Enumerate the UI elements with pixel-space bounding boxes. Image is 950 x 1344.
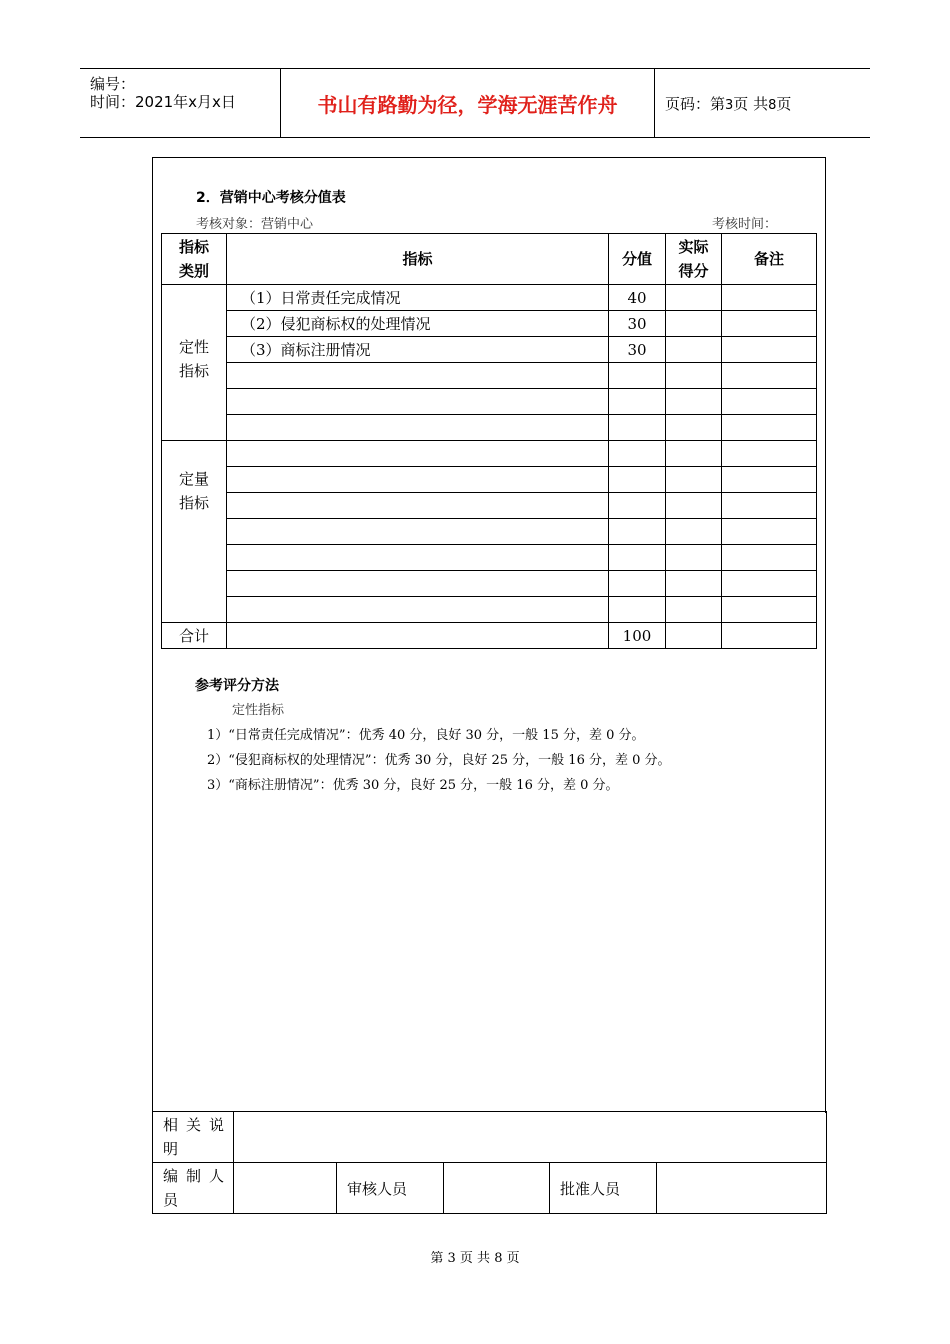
document-time-label: 时间：2021年x月x日 <box>90 93 236 111</box>
indicator-cell[interactable] <box>227 467 609 493</box>
score-cell[interactable] <box>609 389 666 415</box>
indicator-cell[interactable] <box>227 363 609 389</box>
related-label: 相关说明 <box>153 1112 234 1163</box>
score-cell[interactable] <box>609 597 666 623</box>
category-quantitative: 定量指标 <box>162 441 227 623</box>
method-line: 3）“商标注册情况”：优秀 30 分，良好 25 分，一般 16 分，差 0 分。 <box>207 778 619 793</box>
score-cell[interactable] <box>609 415 666 441</box>
signoff-row <box>153 1163 827 1214</box>
actual-cell[interactable] <box>666 571 722 597</box>
assessment-object: 考核对象：营销中心 <box>196 217 314 232</box>
remark-cell[interactable] <box>722 363 817 389</box>
indicator-cell[interactable] <box>227 519 609 545</box>
header-indicator: 指标 <box>227 234 609 285</box>
indicator-cell[interactable] <box>227 571 609 597</box>
approver-label: 批准人员 <box>550 1163 657 1214</box>
related-row <box>153 1112 827 1163</box>
remark-cell[interactable] <box>722 519 817 545</box>
reviewer-cell[interactable] <box>444 1163 550 1214</box>
table-header-row <box>162 234 817 285</box>
indicator-cell[interactable] <box>227 415 609 441</box>
remark-cell[interactable] <box>722 571 817 597</box>
remark-cell[interactable] <box>722 389 817 415</box>
score-cell[interactable] <box>609 493 666 519</box>
indicator-cell: （2）侵犯商标权的处理情况 <box>227 311 609 337</box>
remark-cell[interactable] <box>722 597 817 623</box>
total-remark-cell[interactable] <box>722 623 817 649</box>
score-cell[interactable] <box>609 363 666 389</box>
header-score: 分值 <box>609 234 666 285</box>
table-row <box>162 493 817 519</box>
actual-cell[interactable] <box>666 493 722 519</box>
actual-cell[interactable] <box>666 545 722 571</box>
table-row <box>162 545 817 571</box>
table-row <box>162 363 817 389</box>
table-row <box>162 389 817 415</box>
score-cell[interactable] <box>609 545 666 571</box>
remark-cell[interactable] <box>722 415 817 441</box>
method-line: 1）“日常责任完成情况”：优秀 40 分，良好 30 分，一般 15 分，差 0 分。 <box>207 728 645 743</box>
table-row <box>162 415 817 441</box>
remark-cell[interactable] <box>722 467 817 493</box>
actual-cell[interactable] <box>666 415 722 441</box>
actual-cell[interactable] <box>666 467 722 493</box>
remark-cell[interactable] <box>722 285 817 311</box>
score-cell[interactable] <box>609 519 666 545</box>
method-line: 2）“侵犯商标权的处理情况”：优秀 30 分，良好 25 分，一般 16 分，差 0 分。 <box>207 753 671 768</box>
approver-cell[interactable] <box>657 1163 827 1214</box>
actual-cell[interactable] <box>666 597 722 623</box>
score-cell: 30 <box>609 337 666 363</box>
header-motto <box>281 69 655 137</box>
total-indicator-cell <box>227 623 609 649</box>
table-row <box>162 597 817 623</box>
page-footer: 第 3 页 共 8 页 <box>430 1251 520 1266</box>
method-subtitle: 定性指标 <box>232 703 285 718</box>
remark-cell[interactable] <box>722 337 817 363</box>
remark-cell[interactable] <box>722 311 817 337</box>
indicator-cell[interactable] <box>227 545 609 571</box>
score-cell[interactable] <box>609 441 666 467</box>
table-row <box>162 337 817 363</box>
remark-cell[interactable] <box>722 493 817 519</box>
header-category: 指标类别 <box>162 234 227 285</box>
score-cell[interactable] <box>609 571 666 597</box>
reviewer-label: 审核人员 <box>337 1163 444 1214</box>
score-table <box>161 233 817 649</box>
page-info: 页码：第3页 共8页 <box>665 94 792 113</box>
actual-cell[interactable] <box>666 337 722 363</box>
score-cell: 40 <box>609 285 666 311</box>
section-title: 2．营销中心考核分值表 <box>196 190 346 206</box>
actual-cell[interactable] <box>666 441 722 467</box>
header-remark: 备注 <box>722 234 817 285</box>
indicator-cell[interactable] <box>227 389 609 415</box>
total-row <box>162 623 817 649</box>
actual-cell[interactable] <box>666 285 722 311</box>
remark-cell[interactable] <box>722 545 817 571</box>
page-header <box>80 68 870 138</box>
indicator-cell: （1）日常责任完成情况 <box>227 285 609 311</box>
document-number-label: 编号： <box>90 75 136 93</box>
actual-cell[interactable] <box>666 389 722 415</box>
score-cell: 30 <box>609 311 666 337</box>
score-cell[interactable] <box>609 467 666 493</box>
table-row <box>162 571 817 597</box>
indicator-cell[interactable] <box>227 493 609 519</box>
indicator-cell[interactable] <box>227 597 609 623</box>
signoff-table <box>152 1111 827 1214</box>
indicator-cell[interactable] <box>227 441 609 467</box>
header-actual: 实际得分 <box>666 234 722 285</box>
assessment-time: 考核时间： <box>712 217 778 232</box>
table-row <box>162 441 817 467</box>
total-score: 100 <box>609 623 666 649</box>
indicator-cell: （3）商标注册情况 <box>227 337 609 363</box>
category-qualitative: 定性指标 <box>162 285 227 441</box>
motto-text: 书山有路勤为径，学海无涯苦作舟 <box>317 92 618 117</box>
actual-cell[interactable] <box>666 519 722 545</box>
header-meta <box>80 69 281 137</box>
header-page-info <box>655 69 870 137</box>
compiler-cell[interactable] <box>234 1163 337 1214</box>
actual-cell[interactable] <box>666 363 722 389</box>
table-row <box>162 519 817 545</box>
related-content-cell[interactable] <box>234 1112 827 1163</box>
table-row <box>162 285 817 311</box>
total-label: 合计 <box>162 623 227 649</box>
method-title: 参考评分方法 <box>195 678 279 694</box>
compiler-label: 编制人员 <box>153 1163 234 1214</box>
table-row <box>162 311 817 337</box>
actual-cell[interactable] <box>666 311 722 337</box>
total-actual-cell[interactable] <box>666 623 722 649</box>
table-row <box>162 467 817 493</box>
remark-cell[interactable] <box>722 441 817 467</box>
